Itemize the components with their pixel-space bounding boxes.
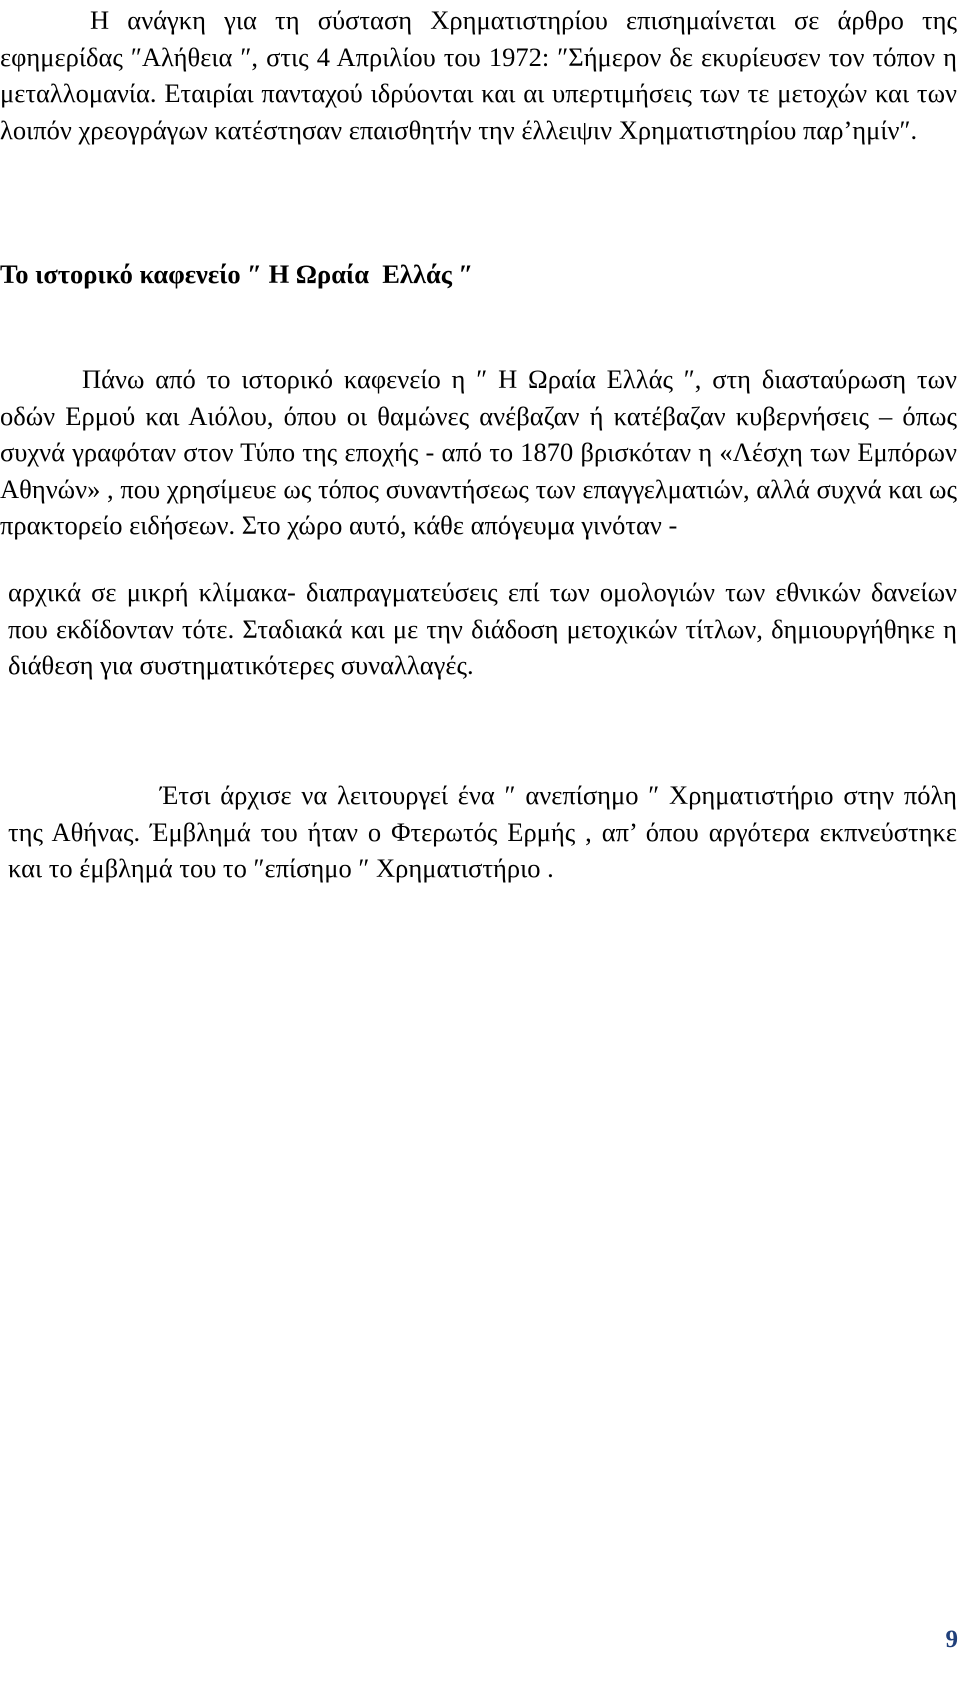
page-number: 9 [945, 1626, 958, 1653]
section-heading: Το ιστορικό καφενείο ″ Η Ωραία Ελλάς ″ [0, 259, 474, 289]
intro-paragraph: Η ανάγκη για τη σύσταση Χρηματιστηρίου επισημαίνεται σε άρθρο της εφημερίδας ″Αλήθεια ″, στις 4 Απριλίου του 1972: ″Σήμερον δε εκυρίευσεν τον τόπον η μεταλλομανία. Εταιρίαι πανταχού ιδρύονται και αι υπερτιμήσεις των τε μετοχών και των λοιπόν χρεογράγων κατέστησαν επαισθητήν την έλλειψιν Χρηματιστηρίου παρ’ημίν″. [0, 5, 957, 145]
cafe-history-paragraph: Πάνω από το ιστορικό καφενείο η ″ Η Ωραία Ελλάς ″, στη διασταύρωση των οδών Ερμού και Αιόλου, όπου οι θαμώνες ανέβαζαν ή κατέβαζαν κυβερνήσεις – όπως συχνά γραφόταν στον Τύπο της εποχής - από το 1870 βρισκόταν η «Λέσχη των Εμπόρων Αθηνών» , που χρησίμευε ως τόπος συναντήσεως των επαγγελματιών, αλλά συχνά και ως πρακτορείο ειδήσεων. Στο χώρο αυτό, κάθε απόγευμα γινόταν - [0, 364, 957, 540]
unofficial-exchange-paragraph: Έτσι άρχισε να λειτουργεί ένα ″ ανεπίσημο ″ Χρηματιστήριο στην πόλη της Αθήνας. Έμβλημά του ήταν ο Φτερωτός Ερμής , απ’ όπου αργότερα εκπνεύστηκε και το έμβλημά του το ″επίσημο ″ Χρηματιστήριο . [8, 780, 957, 883]
trading-history-paragraph: αρχικά σε μικρή κλίμακα- διαπραγματεύσεις επί των ομολογιών των εθνικών δανείων που εκδίδονταν τότε. Σταδιακά και με την διάδοση μετοχικών τίτλων, δημιουργήθηκε η διάθεση για συστηματικότερες συναλλαγές. [8, 577, 957, 680]
